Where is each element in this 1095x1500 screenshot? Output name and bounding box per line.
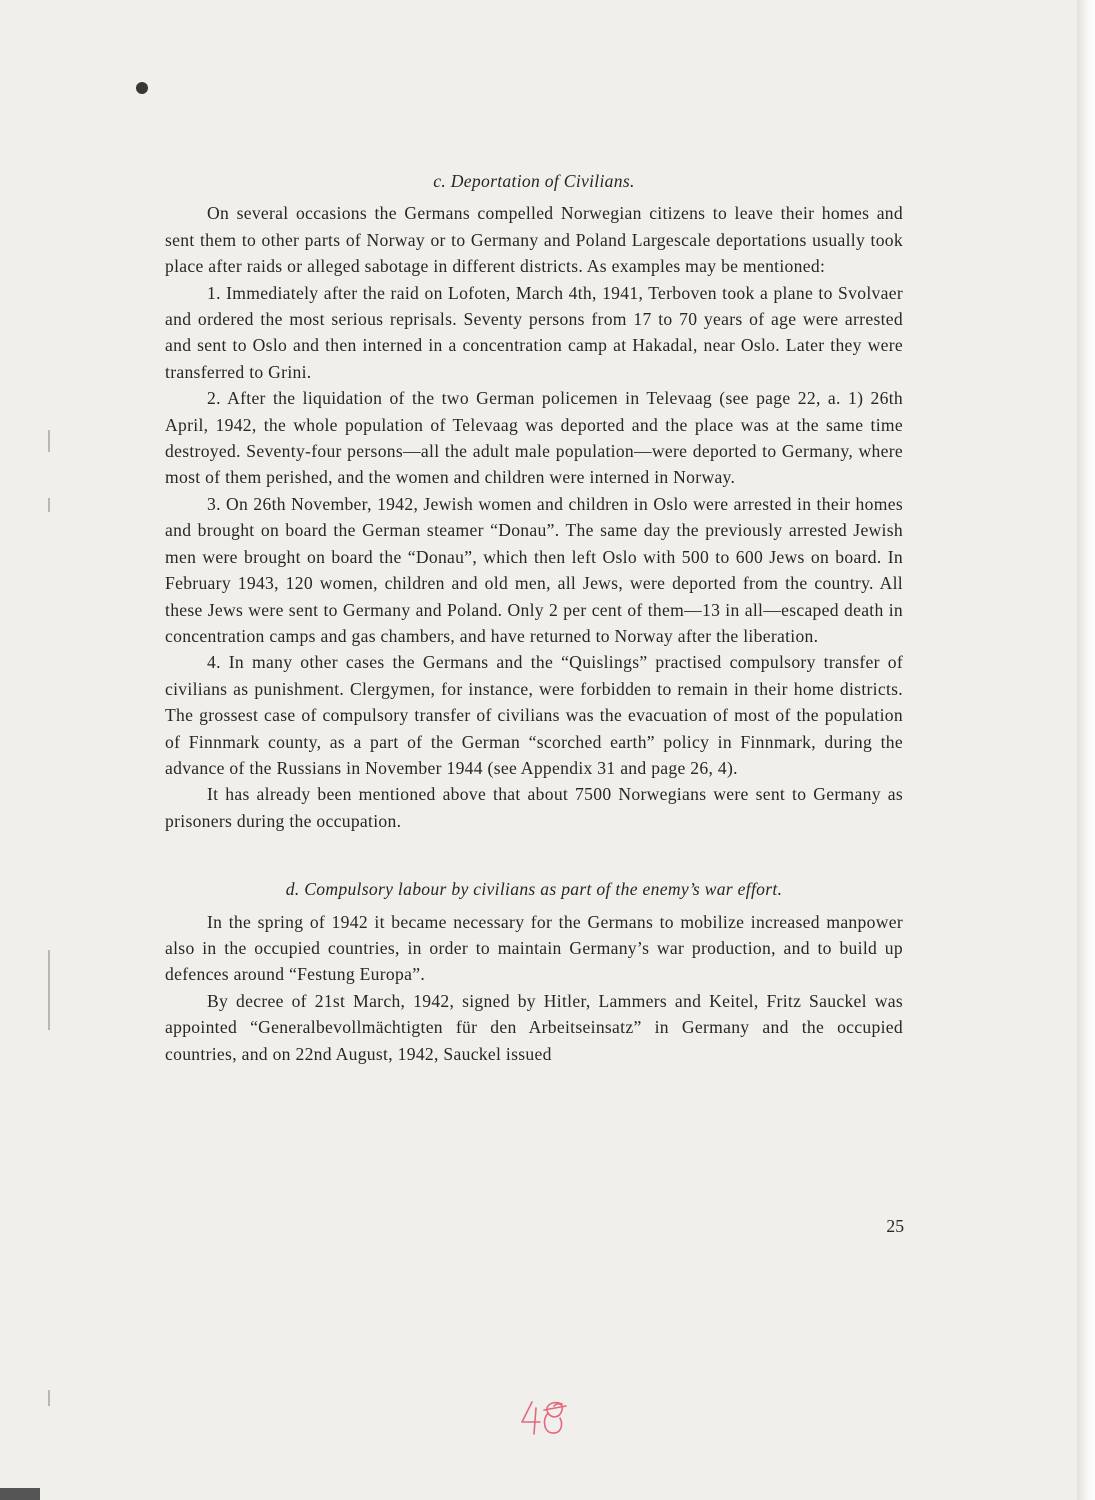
binding-mark	[48, 498, 50, 512]
section-d-heading: d. Compulsory labour by civilians as part of the enemy’s war effort.	[285, 879, 783, 900]
binding-mark	[48, 1390, 50, 1406]
page-edge	[1077, 0, 1095, 1500]
paragraph-item-2: 2. After the liquidation of the two German policemen in Televaag (see page 22, a. 1) 26th April, 1942, the whole population of Televaag was deported and the place was at the same time destroyed. Seventy-four persons—all the adult male population—were deported to Germany, where most of them perished, and the women and children were interned in Norway.	[165, 388, 903, 488]
paragraph-item-1: 1. Immediately after the raid on Lofoten, March 4th, 1941, Terboven took a plane to Svolvaer and ordered the most serious reprisals. Seventy persons from 17 to 70 years of age were arrested and sent to Oslo and then interned in a concentration camp at Hakadal, near Oslo. Later they were transferred to Grini.	[165, 282, 903, 382]
paragraph-item-3: 3. On 26th November, 1942, Jewish women and children in Oslo were arrested in their homes and brought on board the German steamer “Donau”. The same day the previously arrested Jewish men were brought on board the “Donau”, which then left Oslo with 500 to 600 Jews on board. In February 1943, 120 women, children and old men, all Jews, were deported from the country. All these Jews were sent to Germany and Poland. Only 2 per cent of them—13 in all—escaped death in concentration camps and gas chambers, and have returned to Norway after the liberation.	[165, 493, 903, 646]
section-c-heading: c. Deportation of Civilians.	[433, 171, 635, 191]
binding-mark	[48, 430, 50, 452]
paragraph: By decree of 21st March, 1942, signed by Hitler, Lammers and Keitel, Fritz Sauckel was appointed “Generalbevollmächtigten für den Arbeitseinsatz” in Germany and the occupied countries, and on 22nd August, 1942, Sauckel issued	[165, 990, 903, 1064]
page-body	[165, 168, 903, 1067]
scan-bottom-edge	[0, 1488, 40, 1500]
page-number: 25	[886, 1216, 904, 1236]
paragraph: It has already been mentioned above that about 7500 Norwegians were sent to Germany as prisoners during the occupation.	[165, 784, 903, 831]
handwritten-page-mark	[518, 1398, 570, 1442]
paragraph-item-4: 4. In many other cases the Germans and the “Quislings” practised compulsory transfer of civilians as punishment. Clergymen, for instance, were forbidden to remain in their home districts. The grossest case of compulsory transfer of civilians was the evacuation of most of the population of Finnmark county, as a part of the German “scorched earth” policy in Finnmark, during the advance of the Russians in November 1944 (see Appendix 31 and page 26, 4).	[165, 652, 903, 778]
handwritten-mark-glyph	[518, 1398, 570, 1438]
paragraph: In the spring of 1942 it became necessary for the Germans to mobilize increased manpower also in the occupied countries, in order to maintain Germany’s war production, and to build up defences around “Festung Europa”.	[165, 911, 903, 985]
punch-hole-mark	[136, 82, 148, 94]
binding-mark	[48, 950, 50, 1030]
paragraph: On several occasions the Germans compelled Norwegian citizens to leave their homes and sent them to other parts of Norway or to Germany and Poland Largescale deportations usually took place after raids or alleged sabotage in different districts. As examples may be mentioned:	[165, 203, 903, 277]
